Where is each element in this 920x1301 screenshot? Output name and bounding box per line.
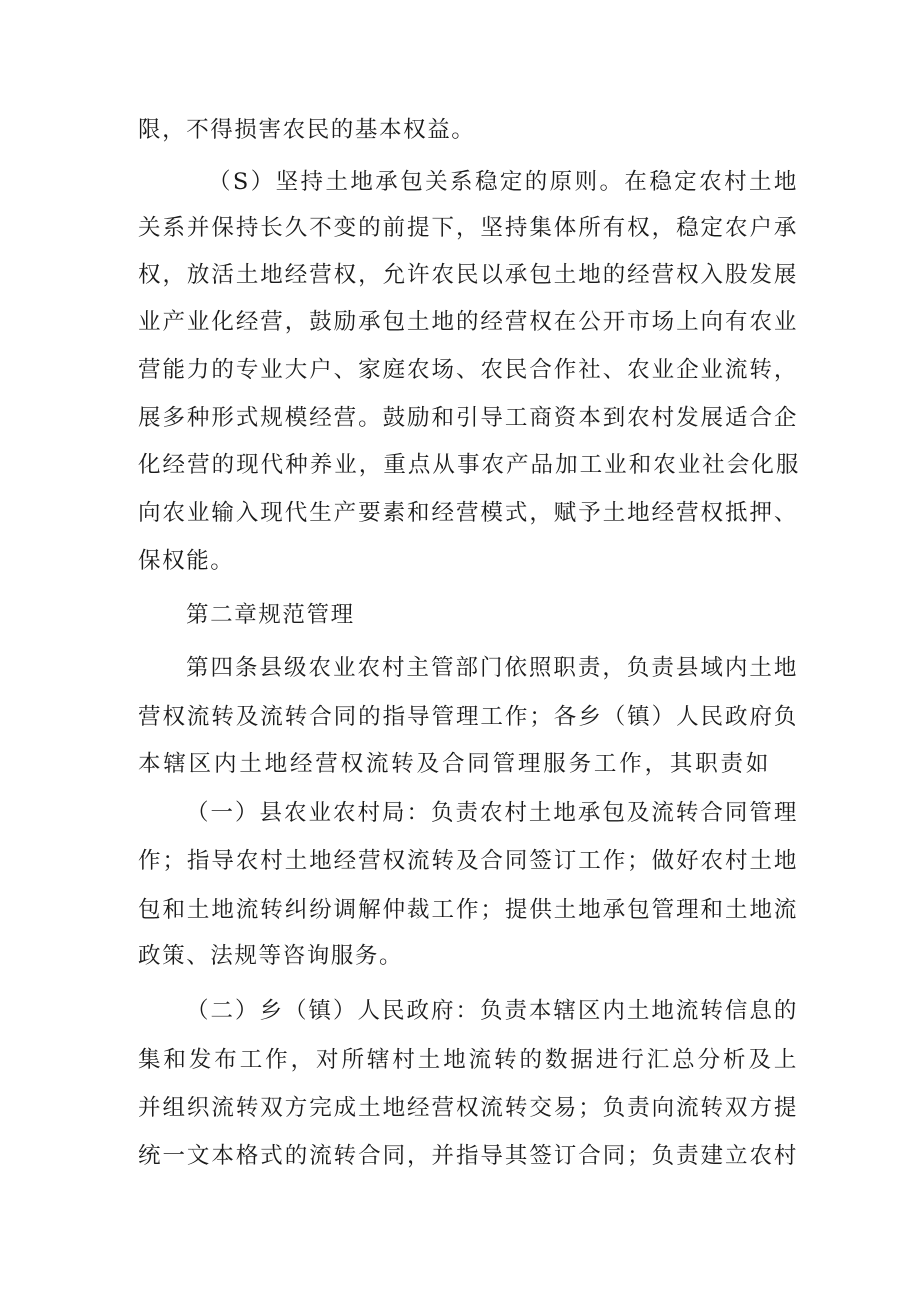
text-line: 营权流转及流转合同的指导管理工作；各乡（镇）人民政府负: [138, 704, 798, 730]
text-line: 政策、法规等咨询服务。: [138, 943, 404, 969]
text-line: 并组织流转双方完成土地经营权流转交易；负责向流转双方提: [138, 1095, 798, 1121]
text-line: 向农业输入现代生产要素和经营模式，赋予土地经营权抵押、: [138, 500, 798, 526]
text-line: 集和发布工作，对所辖村土地流转的数据进行汇总分析及上: [138, 1047, 798, 1073]
text-line: 权，放活土地经营权，允许农民以承包土地的经营权入股发展: [138, 262, 798, 288]
text-line: 限，不得损害农民的基本权益。: [138, 117, 476, 143]
text-line: 展多种形式规模经营。鼓励和引导工商资本到农村发展适合企: [138, 405, 798, 431]
text-line: （S）坚持土地承包关系稳定的原则。在稳定农村土地: [208, 169, 798, 195]
text-line: 本辖区内土地经营权流转及合同管理服务工作，其职责如: [138, 751, 770, 777]
chapter-heading: 第二章规范管理: [186, 602, 355, 628]
text-line: 第四条县级农业农村主管部门依照职责，负责县域内土地: [186, 655, 798, 681]
text-line: 化经营的现代种养业，重点从事农产品加工业和农业社会化服: [138, 452, 800, 478]
text-line: 保权能。: [138, 548, 235, 574]
text-line: 包和土地流转纠纷调解仲裁工作；提供土地承包管理和土地流: [138, 897, 798, 923]
text-line: 关系并保持长久不变的前提下，坚持集体所有权，稳定农户承: [138, 215, 798, 241]
text-line: 营能力的专业大户、家庭农场、农民合作社、农业企业流转，: [138, 357, 798, 383]
text-line: （一）县农业农村局：负责农村土地承包及流转合同管理: [186, 800, 798, 826]
text-line: （二）乡（镇）人民政府：负责本辖区内土地流转信息的: [186, 998, 798, 1024]
text-line: 业产业化经营，鼓励承包土地的经营权在公开市场上向有农业: [138, 309, 798, 335]
text-line: 统一文本格式的流转合同，并指导其签订合同；负责建立农村: [138, 1143, 798, 1169]
text-line: 作；指导农村土地经营权流转及合同签订工作；做好农村土地: [138, 848, 798, 874]
